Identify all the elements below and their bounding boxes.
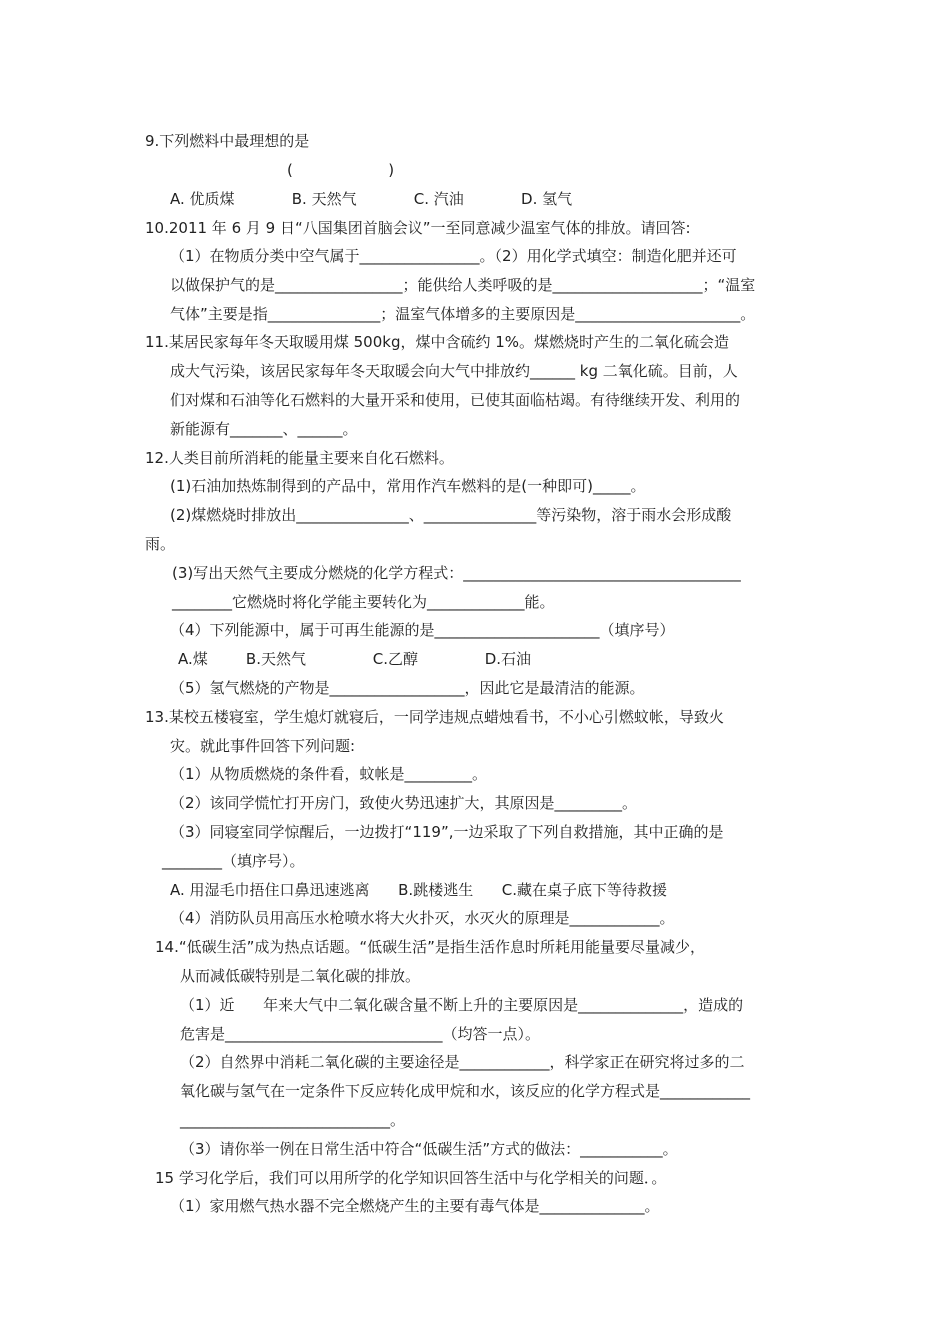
q12-part-3: (3)写出天然气主要成分燃烧的化学方程式：_____________________________________ — [172, 564, 741, 582]
q13-stem: 13.某校五楼寝室，学生熄灯就寝后，一同学违规点蜡烛看书，不小心引燃蚊帐，导致火 — [145, 708, 724, 726]
q12-part-2-cont: 雨。 — [145, 535, 176, 553]
q10-line-3: 气体”主要是指_______________；温室气体增多的主要原因是______________________。 — [170, 305, 756, 323]
q14-part-2-cont: 氧化碳与氢气在一定条件下反应转化成甲烷和水，该反应的化学方程式是____________ — [180, 1082, 751, 1100]
q13-part-3-cont: ________（填序号）。 — [162, 852, 305, 870]
q10-stem: 10.2011 年 6 月 9 日“八国集团首脑会议”一至同意减少温室气体的排放。请回答: — [145, 219, 691, 237]
q15-stem: 15 学习化学后，我们可以用所学的化学知识回答生活中与化学相关的问题．。 — [155, 1169, 667, 1187]
q13-part-3: （3）同寝室同学惊醒后，一边拨打“119”,一边采取了下列自救措施，其中正确的是 — [170, 823, 724, 841]
q10-line-1: （1）在物质分类中空气属于________________。（2）用化学式填空：制造化肥并还可 — [170, 247, 737, 265]
q13-part-4: （4）消防队员用高压水枪喷水将大火扑灭，水灭火的原理是____________。 — [170, 909, 675, 927]
q11-line-3: 们对煤和石油等化石燃料的大量开采和使用，已使其面临枯竭。有待继续开发、利用的 — [170, 391, 741, 409]
q13-part-2: （2）该同学慌忙打开房门，致使火势迅速扩大，其原因是_________。 — [170, 794, 638, 812]
q14-part-1-cont: 危害是_____________________________（均答一点）。 — [180, 1025, 541, 1043]
q14-stem: 14.“低碳生活”成为热点话题。“低碳生活”是指生活作息时所耗用能量要尽量减少， — [155, 938, 705, 956]
q13-stem-cont: 灾。就此事件回答下列问题: — [170, 737, 356, 755]
q9-answer-bracket: ( ) — [287, 161, 395, 179]
q9-stem: 9.下列燃料中最理想的是 — [145, 132, 310, 150]
q12-part-4: （4）下列能源中，属于可再生能源的是______________________（填序号） — [170, 621, 675, 639]
q13-part-1: （1）从物质燃烧的条件看，蚊帐是_________。 — [170, 765, 488, 783]
q11-stem: 11.某居民家每年冬天取暖用煤 500kg，煤中含硫约 1%。煤燃烧时产生的二氧化硫会造 — [145, 333, 730, 351]
q9-options: A. 优质煤 B. 天然气 C. 汽油 D. 氢气 — [170, 190, 573, 208]
q14-stem-cont: 从而减低碳特别是二氧化碳的排放。 — [180, 967, 421, 985]
q11-line-4: 新能源有_______、______。 — [170, 420, 358, 438]
q14-part-3: （3）请你举一例在日常生活中符合“低碳生活”方式的做法：___________。 — [180, 1140, 678, 1158]
q14-part-1: （1）近 年来大气中二氧化碳含量不断上升的主要原因是______________，造成的 — [180, 996, 744, 1014]
q13-part-3-options: A. 用湿毛巾捂住口鼻迅速逃离 B.跳楼逃生 C.藏在桌子底下等待救援 — [170, 881, 668, 899]
q10-line-2: 以做保护气的是_________________；能供给人类呼吸的是____________________；“温室 — [170, 276, 756, 294]
q14-part-2-end: ____________________________。 — [180, 1111, 406, 1129]
q12-part-4-options: A.煤 B.天然气 C.乙醇 D.石油 — [178, 650, 532, 668]
q12-stem: 12.人类目前所消耗的能量主要来自化石燃料。 — [145, 449, 454, 467]
q12-part-1: (1)石油加热炼制得到的产品中，常用作汽车燃料的是(一种即可)_____。 — [170, 477, 646, 495]
q12-part-5: （5）氢气燃烧的产物是__________________，因此它是最清洁的能源。 — [170, 679, 645, 697]
q15-part-1: （1）家用燃气热水器不完全燃烧产生的主要有毒气体是______________。 — [170, 1197, 660, 1215]
q11-line-2: 成大气污染，该居民家每年冬天取暖会向大气中排放约______ kg 二氧化硫。目前，人 — [170, 362, 738, 380]
q14-part-2: （2）自然界中消耗二氧化碳的主要途径是____________，科学家正在研究将过多的二 — [180, 1053, 745, 1071]
q12-part-2: (2)煤燃烧时排放出_______________、_______________等污染物，溶于雨水会形成酸 — [170, 506, 732, 524]
q12-part-3-cont: ________它燃烧时将化学能主要转化为_____________能。 — [172, 593, 555, 611]
